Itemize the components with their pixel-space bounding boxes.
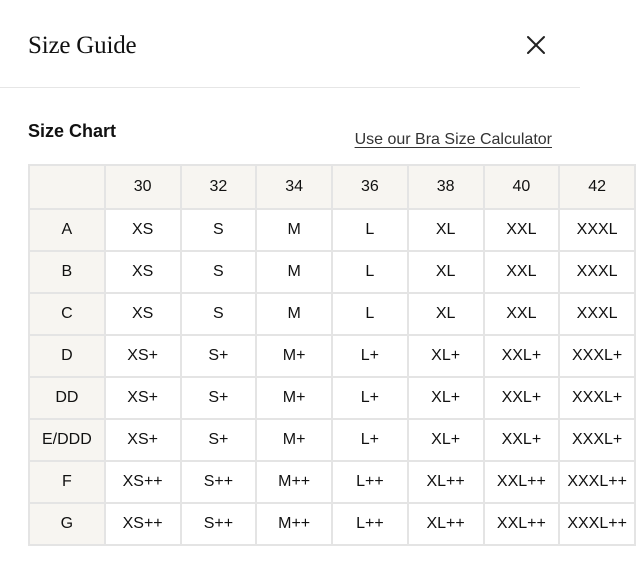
size-cell: XS++ bbox=[105, 461, 181, 503]
corner-cell bbox=[29, 165, 105, 209]
size-cell: XXL bbox=[484, 293, 560, 335]
size-cell: S bbox=[181, 293, 257, 335]
band-header-cell: 32 bbox=[181, 165, 257, 209]
size-cell: M+ bbox=[256, 377, 332, 419]
table-row bbox=[29, 377, 635, 419]
band-header-cell: 36 bbox=[332, 165, 408, 209]
size-cell: M bbox=[256, 251, 332, 293]
size-cell: M+ bbox=[256, 419, 332, 461]
size-cell: XXXL+ bbox=[559, 377, 635, 419]
size-cell: L bbox=[332, 251, 408, 293]
size-cell: M++ bbox=[256, 461, 332, 503]
cup-header-cell: E/DDD bbox=[29, 419, 105, 461]
table-row bbox=[29, 335, 635, 377]
size-cell: XXXL bbox=[559, 209, 635, 251]
band-header-cell: 38 bbox=[408, 165, 484, 209]
size-cell: XS bbox=[105, 293, 181, 335]
size-cell: M bbox=[256, 293, 332, 335]
cup-header-cell: F bbox=[29, 461, 105, 503]
band-header-cell: 34 bbox=[256, 165, 332, 209]
band-header-cell: 40 bbox=[484, 165, 560, 209]
size-cell: XXL+ bbox=[484, 377, 560, 419]
table-row bbox=[29, 251, 635, 293]
size-cell: S bbox=[181, 209, 257, 251]
close-icon bbox=[520, 29, 552, 61]
modal-title: Size Guide bbox=[28, 32, 137, 59]
size-cell: L+ bbox=[332, 419, 408, 461]
size-cell: XS+ bbox=[105, 419, 181, 461]
size-cell: S+ bbox=[181, 335, 257, 377]
size-cell: L+ bbox=[332, 335, 408, 377]
size-cell: XXL bbox=[484, 251, 560, 293]
size-cell: XS++ bbox=[105, 503, 181, 545]
size-cell: S++ bbox=[181, 461, 257, 503]
table-row bbox=[29, 503, 635, 545]
size-cell: XL++ bbox=[408, 503, 484, 545]
cup-header-cell: B bbox=[29, 251, 105, 293]
size-cell: XL+ bbox=[408, 335, 484, 377]
size-cell: L+ bbox=[332, 377, 408, 419]
cup-header-cell: G bbox=[29, 503, 105, 545]
size-cell: S bbox=[181, 251, 257, 293]
size-cell: XXL+ bbox=[484, 335, 560, 377]
size-cell: XS+ bbox=[105, 335, 181, 377]
size-cell: XL bbox=[408, 293, 484, 335]
band-header-row bbox=[29, 165, 635, 209]
size-cell: L bbox=[332, 209, 408, 251]
size-cell: XXL bbox=[484, 209, 560, 251]
band-header-cell: 30 bbox=[105, 165, 181, 209]
cup-header-cell: A bbox=[29, 209, 105, 251]
table-row bbox=[29, 419, 635, 461]
size-table bbox=[28, 164, 636, 546]
table-row bbox=[29, 293, 635, 335]
size-cell: XXXL++ bbox=[559, 503, 635, 545]
size-cell: M++ bbox=[256, 503, 332, 545]
size-cell: L++ bbox=[332, 461, 408, 503]
size-cell: XXL++ bbox=[484, 503, 560, 545]
band-header-cell: 42 bbox=[559, 165, 635, 209]
size-cell: M+ bbox=[256, 335, 332, 377]
size-cell: XXL++ bbox=[484, 461, 560, 503]
size-cell: XXL+ bbox=[484, 419, 560, 461]
size-cell: M bbox=[256, 209, 332, 251]
size-cell: S++ bbox=[181, 503, 257, 545]
table-row bbox=[29, 461, 635, 503]
modal-header bbox=[0, 0, 580, 88]
size-cell: XS+ bbox=[105, 377, 181, 419]
size-cell: XXXL+ bbox=[559, 419, 635, 461]
size-cell: S+ bbox=[181, 419, 257, 461]
table-row bbox=[29, 209, 635, 251]
size-chart-heading: Size Chart bbox=[28, 121, 117, 141]
size-cell: L bbox=[332, 293, 408, 335]
size-cell: XL+ bbox=[408, 377, 484, 419]
size-cell: L++ bbox=[332, 503, 408, 545]
size-cell: XS bbox=[105, 251, 181, 293]
size-cell: XXXL+ bbox=[559, 335, 635, 377]
cup-header-cell: DD bbox=[29, 377, 105, 419]
size-cell: XL bbox=[408, 209, 484, 251]
cup-header-cell: C bbox=[29, 293, 105, 335]
cup-header-cell: D bbox=[29, 335, 105, 377]
size-cell: XL bbox=[408, 251, 484, 293]
size-table-container[interactable] bbox=[28, 164, 627, 580]
size-cell: XS bbox=[105, 209, 181, 251]
bra-size-calculator-link[interactable]: Use our Bra Size Calculator bbox=[354, 131, 552, 148]
size-cell: XL+ bbox=[408, 419, 484, 461]
close-button[interactable] bbox=[520, 29, 552, 61]
size-cell: XL++ bbox=[408, 461, 484, 503]
size-cell: XXXL bbox=[559, 251, 635, 293]
size-cell: XXXL bbox=[559, 293, 635, 335]
size-cell: S+ bbox=[181, 377, 257, 419]
size-cell: XXXL++ bbox=[559, 461, 635, 503]
